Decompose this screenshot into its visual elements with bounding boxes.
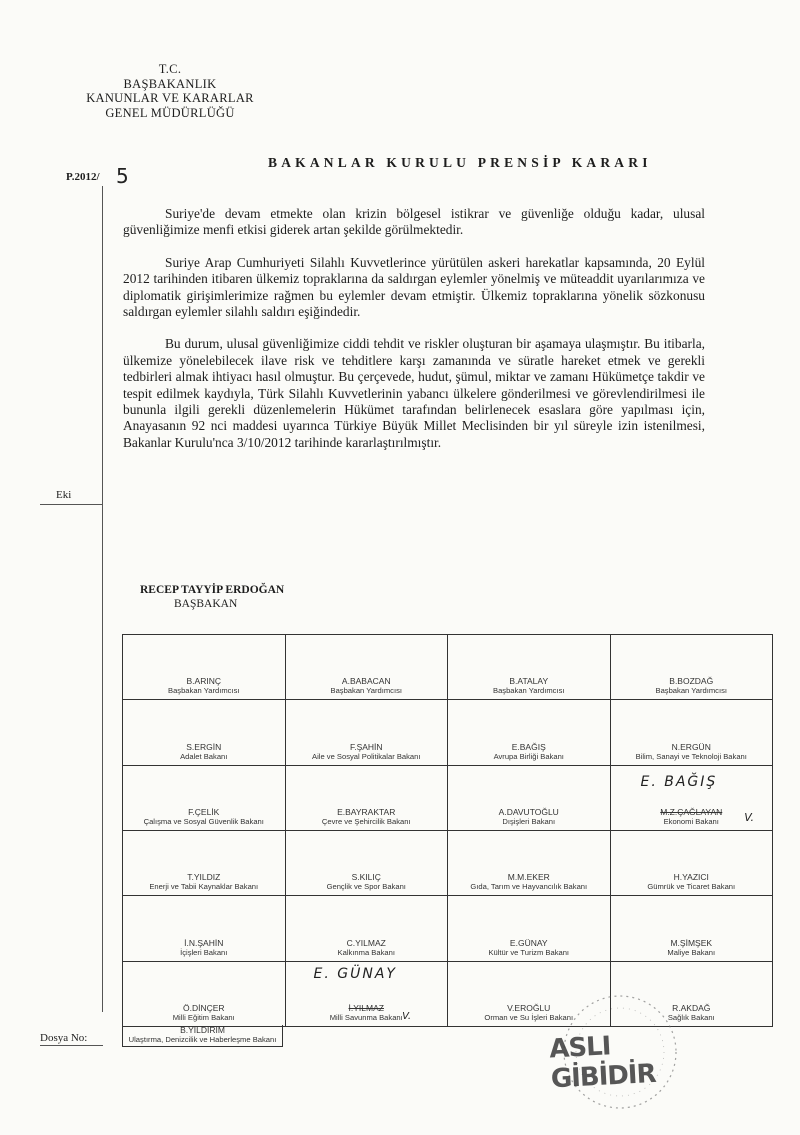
dosya-underline bbox=[40, 1045, 103, 1046]
minister-cell bbox=[286, 635, 449, 700]
minister-cell bbox=[611, 635, 774, 700]
paragraph-1: Suriye'de devam etmekte olan krizin bölgesel istikrar ve güvenliğe olduğu kadar, ulusal güvenliğimize menfi etkisi giderek artan şekilde görülmektedir. bbox=[123, 206, 705, 238]
eki-label: Eki bbox=[56, 489, 72, 501]
minister-cell bbox=[123, 766, 286, 831]
minister-cell bbox=[448, 766, 611, 831]
minister-name: F.ŞAHİN bbox=[349, 741, 383, 752]
minister-name: B.ATALAY bbox=[509, 676, 549, 687]
margin-divider bbox=[102, 186, 103, 1012]
proxy-handwritten-name: E. GÜNAY bbox=[313, 965, 397, 982]
stamp-text: ASLI GİBİDİR bbox=[548, 1031, 657, 1095]
minister-role: Başbakan Yardımcısı bbox=[493, 686, 565, 696]
minister-name: A.BABACAN bbox=[341, 676, 391, 687]
minister-name: C.YILMAZ bbox=[346, 937, 386, 948]
minister-name: B.BOZDAĞ bbox=[669, 676, 714, 687]
proxy-handwritten-mark: V. bbox=[402, 1011, 411, 1022]
minister-name: Ö.DİNÇER bbox=[182, 1003, 225, 1013]
header-line-4: GENEL MÜDÜRLÜĞÜ bbox=[105, 105, 235, 120]
minister-name-struck: İ.YILMAZ bbox=[348, 1003, 384, 1013]
minister-cell bbox=[611, 896, 774, 961]
minister-role: Bilim, Sanayi ve Teknoloji Bakanı bbox=[635, 751, 747, 761]
minister-cell bbox=[286, 831, 449, 896]
minister-role: Maliye Bakanı bbox=[667, 947, 716, 957]
minister-role: Kalkınma Bakanı bbox=[337, 947, 395, 957]
minister-name: V.EROĞLU bbox=[507, 1003, 551, 1013]
minister-name: F.ÇELİK bbox=[188, 807, 220, 817]
minister-name: M.M.EKER bbox=[507, 872, 550, 883]
issuer-header bbox=[70, 62, 270, 120]
minister-cell bbox=[611, 831, 774, 896]
minister-name: E.BAYRAKTAR bbox=[337, 807, 396, 817]
minister-cell bbox=[448, 635, 611, 700]
minister-role: Avrupa Birliği Bakanı bbox=[493, 751, 564, 761]
minister-role: Milli Eğitim Bakanı bbox=[172, 1013, 235, 1022]
minister-role: Enerji ve Tabii Kaynaklar Bakanı bbox=[149, 882, 259, 892]
minister-role: Çevre ve Şehircilik Bakanı bbox=[321, 817, 411, 826]
certified-copy-stamp bbox=[540, 990, 720, 1130]
minister-cell bbox=[286, 700, 449, 765]
minister-name: B.YILDIRIM bbox=[180, 1025, 225, 1035]
header-line-3: KANUNLAR VE KARARLAR bbox=[86, 91, 254, 105]
minister-name: A.DAVUTOĞLU bbox=[498, 807, 559, 817]
prime-minister-title: BAŞBAKAN bbox=[174, 598, 238, 610]
minister-cell bbox=[123, 831, 286, 896]
paragraph-2: Suriye Arap Cumhuriyeti Silahlı Kuvvetlerince yürütülen askeri harekatlar kapsamında, 20 Eylül 2012 tarihinden itibaren ülkemiz topraklarına da saldırgan eylemler yönelmiş ve müteaddit uyarılarımıza ve diplomatik girişimlerimize rağmen bu eylemler devam etmiştir. Ülkemiz topraklarına yönelik sözkonusu saldırgan eylemler silahlı saldırı eşiğindedir. bbox=[123, 254, 705, 320]
minister-role: Adalet Bakanı bbox=[180, 751, 228, 761]
eki-underline bbox=[40, 504, 103, 505]
minister-cell-proxy bbox=[611, 766, 774, 831]
reference-handwritten-number: 5 bbox=[116, 164, 129, 188]
minister-name: B.ARINÇ bbox=[186, 676, 221, 687]
minister-role: Milli Savunma Bakanı bbox=[329, 1013, 403, 1022]
minister-role: Başbakan Yardımcısı bbox=[655, 686, 727, 696]
header-line-2: BAŞBAKANLIK bbox=[123, 76, 217, 91]
minister-role: Aile ve Sosyal Politikalar Bakanı bbox=[312, 751, 421, 761]
proxy-handwritten-mark: V. bbox=[744, 811, 754, 824]
decision-body bbox=[123, 206, 705, 467]
minister-cell bbox=[286, 896, 449, 961]
minister-cell bbox=[448, 831, 611, 896]
minister-name: N.ERGÜN bbox=[671, 741, 711, 752]
minister-cell bbox=[123, 635, 286, 700]
minister-role: Gümrük ve Ticaret Bakanı bbox=[647, 882, 736, 892]
minister-name: M.ŞİMŞEK bbox=[670, 937, 713, 948]
minister-role: Gençlik ve Spor Bakanı bbox=[326, 882, 406, 892]
minister-role: Başbakan Yardımcısı bbox=[330, 686, 402, 696]
minister-name: S.ERGİN bbox=[186, 741, 222, 752]
minister-role: Dışişleri Bakanı bbox=[502, 817, 556, 826]
minister-role: Gıda, Tarım ve Hayvancılık Bakanı bbox=[470, 882, 588, 892]
minister-role: İçişleri Bakanı bbox=[180, 947, 228, 957]
minister-cell bbox=[123, 700, 286, 765]
minister-role: Ekonomi Bakanı bbox=[663, 817, 719, 826]
minister-cell bbox=[448, 896, 611, 961]
minister-name: S.KILIÇ bbox=[351, 872, 381, 883]
minister-cell-proxy bbox=[286, 962, 449, 1027]
proxy-handwritten-name: E. BAĞIŞ bbox=[640, 773, 718, 790]
minister-role: Başbakan Yardımcısı bbox=[168, 686, 240, 696]
minister-cell bbox=[611, 700, 774, 765]
reference-number: P.2012/ bbox=[66, 171, 100, 183]
minister-name: H.YAZICI bbox=[673, 872, 709, 883]
ministers-signature-grid bbox=[122, 634, 773, 1027]
document-title: BAKANLAR KURULU PRENSİP KARARI bbox=[268, 155, 652, 170]
minister-cell bbox=[123, 962, 286, 1027]
minister-cell-last bbox=[122, 1025, 283, 1047]
minister-name: R.AKDAĞ bbox=[672, 1003, 711, 1013]
minister-name-struck: M.Z.ÇAĞLAYAN bbox=[660, 807, 723, 817]
minister-cell bbox=[286, 766, 449, 831]
minister-role: Ulaştırma, Denizcilik ve Haberleşme Bakanı bbox=[128, 1035, 277, 1044]
minister-role: Sağlık Bakanı bbox=[667, 1013, 715, 1022]
minister-role: Kültür ve Turizm Bakanı bbox=[488, 947, 570, 957]
minister-name: İ.N.ŞAHİN bbox=[184, 937, 224, 948]
prime-minister-name: RECEP TAYYİP ERDOĞAN bbox=[140, 584, 285, 596]
minister-name: E.BAĞIŞ bbox=[511, 741, 546, 752]
dosya-label: Dosya No: bbox=[40, 1032, 88, 1044]
minister-role: Çalışma ve Sosyal Güvenlik Bakanı bbox=[143, 817, 264, 826]
minister-role: Orman ve Su İşleri Bakanı bbox=[484, 1013, 574, 1022]
minister-cell bbox=[448, 700, 611, 765]
header-line-1: T.C. bbox=[158, 62, 182, 76]
minister-name: T.YILDIZ bbox=[187, 872, 221, 883]
minister-name: E.GÜNAY bbox=[509, 937, 548, 948]
minister-cell bbox=[123, 896, 286, 961]
paragraph-3: Bu durum, ulusal güvenliğimize ciddi tehdit ve riskler oluşturan bir aşamaya ulaşmıştır. Bu itibarla, ülkemize yönelebilecek ilave risk ve tehditlere karşı zamanında ve süratle hareket etmek ve gerekli tedbirleri almak ihtiyacı hasıl olmuştur. Bu çerçevede, hudut, şümul, miktar ve zamanı Hükümetçe takdir ve tespit edilmek kaydıyla, Türk Silahlı Kuvvetlerinin yabancı ülkelere gönderilmesi ve görevlendirilmesi ile bununla ilgili gerekli düzenlemelerin Hükümet tarafından belirlenecek esaslara göre yapılması için, Anayasanın 92 nci maddesi uyarınca Türkiye Büyük Millet Meclisinden bir yıl süreyle izin istenilmesi, Bakanlar Kurulu'nca 3/10/2012 tarihinde kararlaştırılmıştır. bbox=[123, 336, 705, 450]
